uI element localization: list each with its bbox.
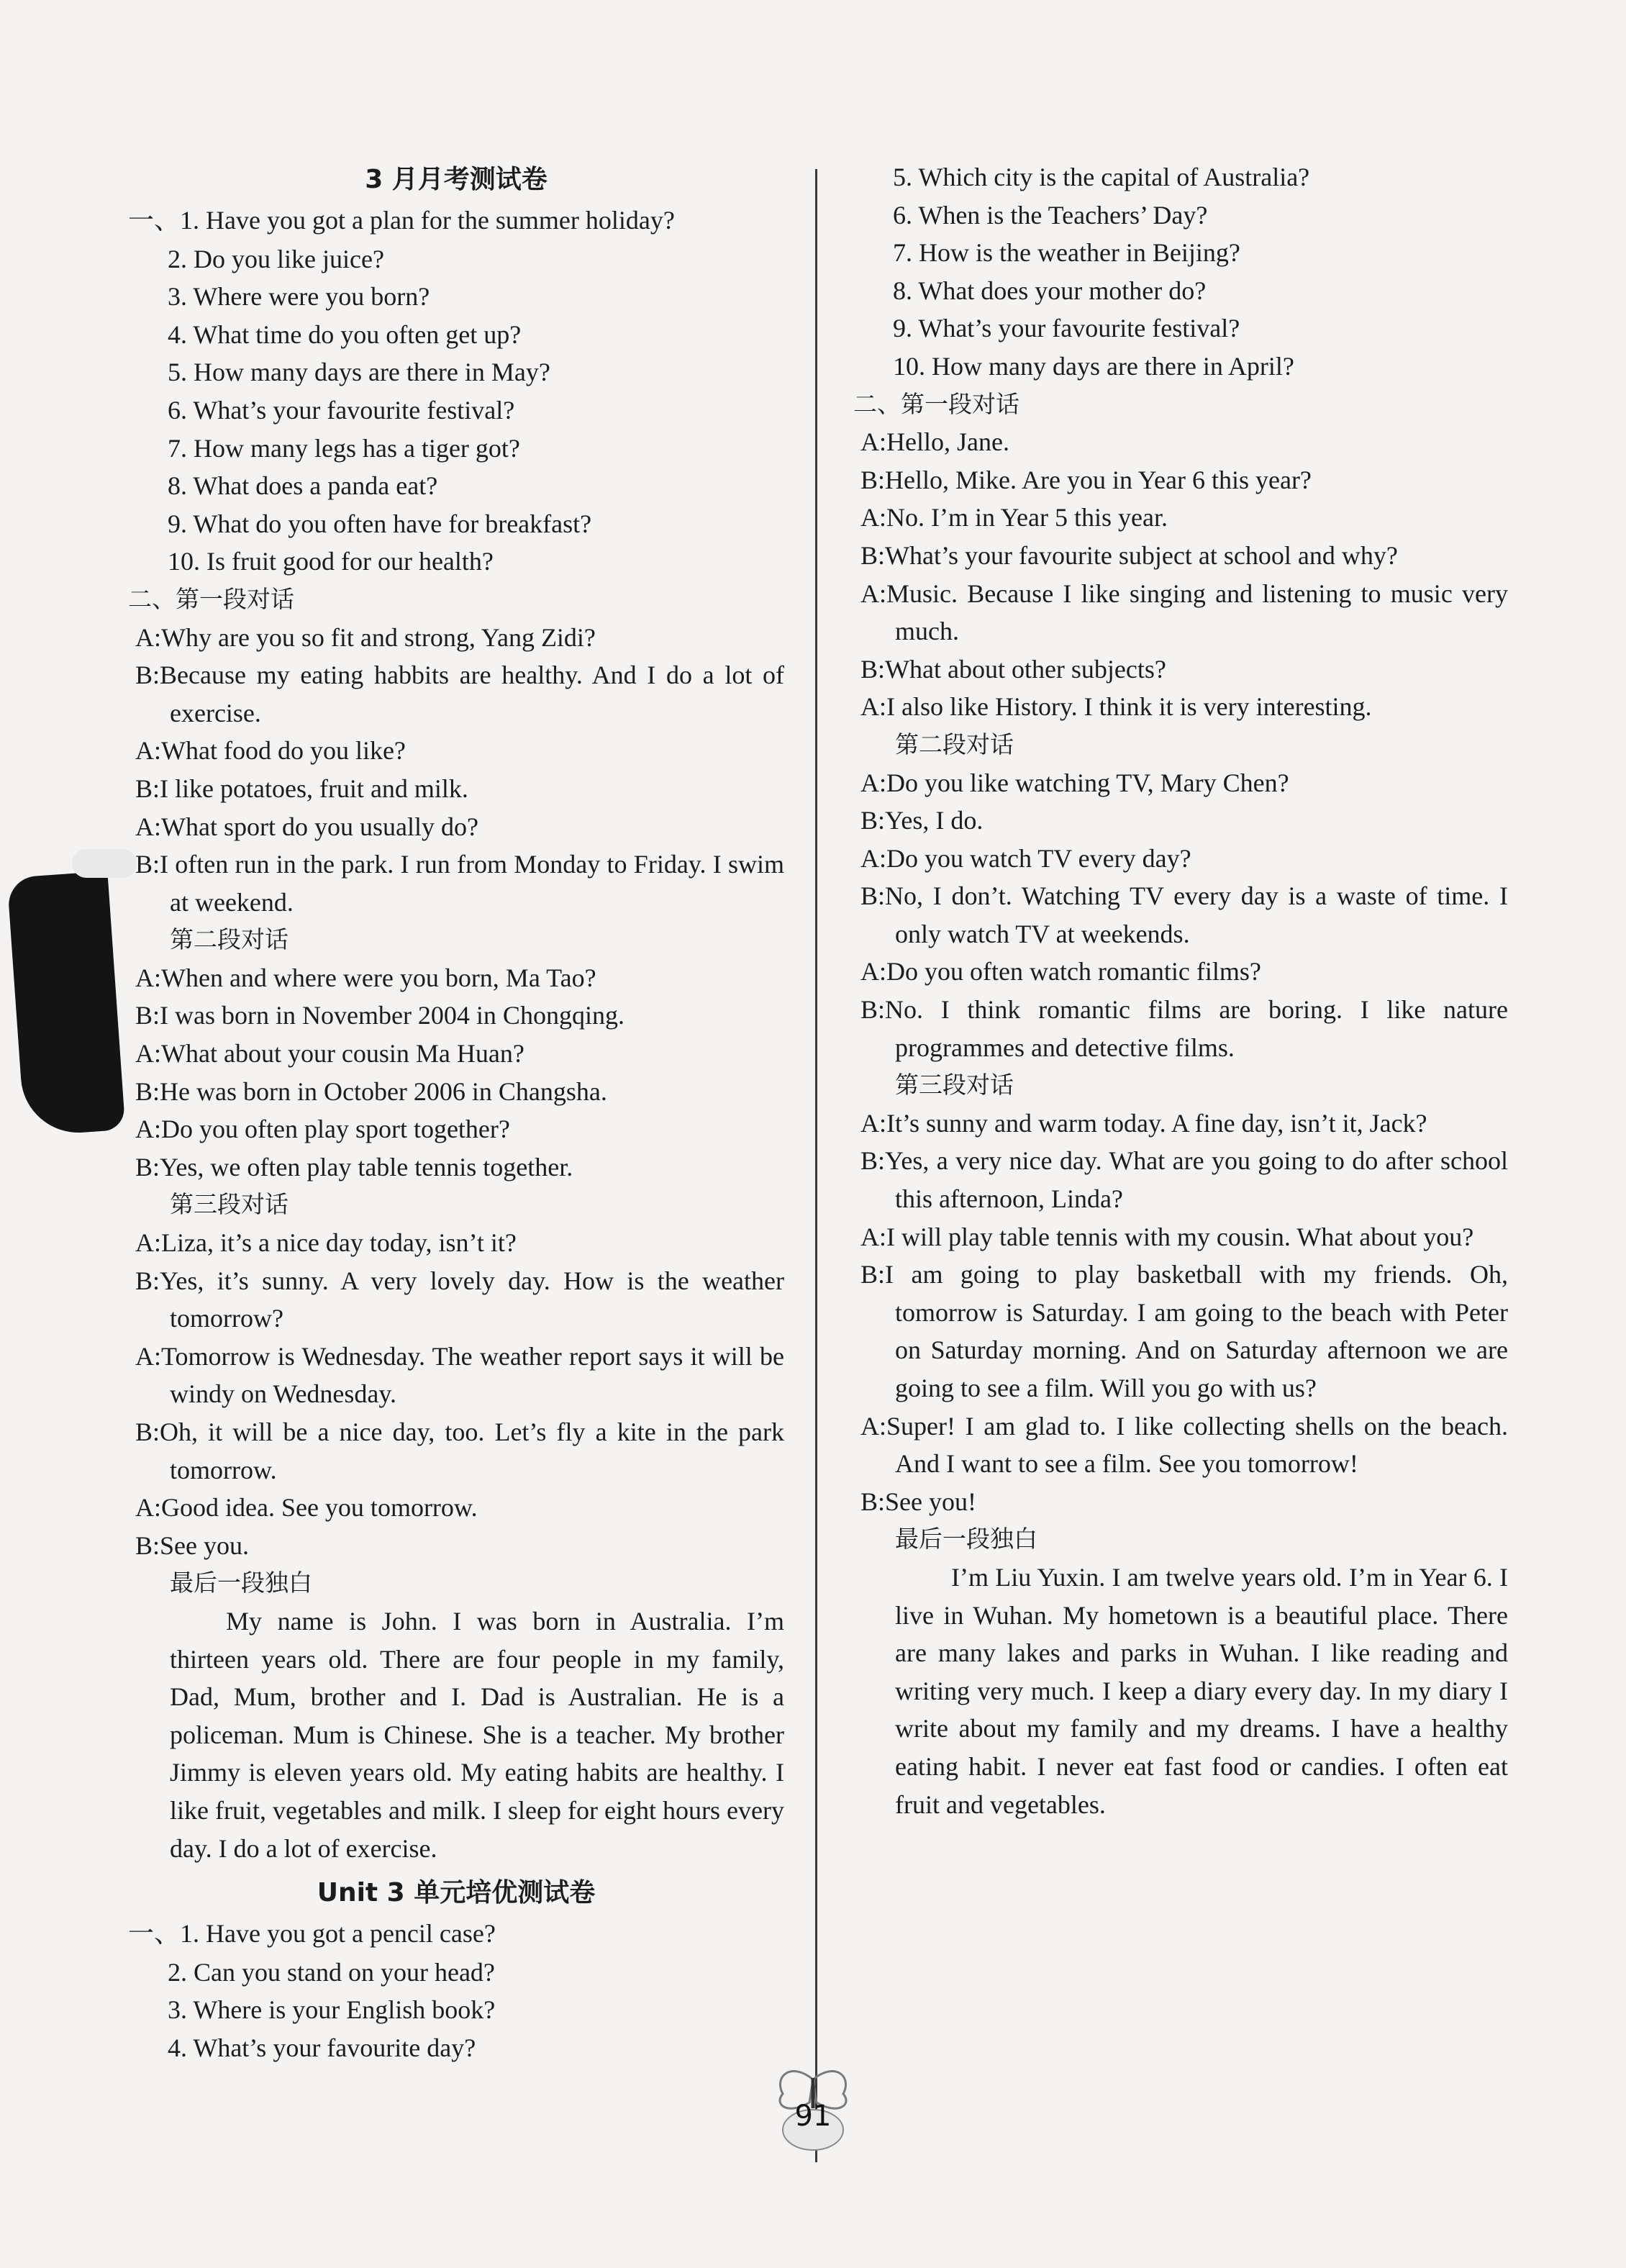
question-text: 4. What’s your favourite day? <box>168 2033 476 2062</box>
dialogue-line <box>853 575 1508 650</box>
dialogue-line <box>853 802 1508 840</box>
dialogue-line <box>853 688 1508 726</box>
question-text: 9. What do you often have for breakfast? <box>168 509 592 538</box>
speaker: B: <box>135 661 160 690</box>
speaker: A: <box>860 1411 886 1441</box>
dialogue-line <box>853 953 1508 991</box>
utterance: I am going to play basketball with my friends. Oh, tomorrow is Saturday. I am going to the beach with Peter on Saturday morning. And on Saturday afternoon we are going to see a film. Will you go with us? <box>885 1260 1508 1402</box>
dialogue-line <box>128 845 784 921</box>
speaker: A: <box>135 736 161 766</box>
speaker: B: <box>860 654 886 684</box>
question-text: 7. How many legs has a tiger got? <box>168 433 520 463</box>
question-text: 1. Have you got a plan for the summer holiday? <box>180 206 675 235</box>
speaker: A: <box>860 1222 886 1251</box>
speaker: B: <box>135 1418 160 1446</box>
dialogue-line <box>128 1073 784 1111</box>
utterance: Tomorrow is Wednesday. The weather report says it will be windy on Wednesday. <box>161 1341 784 1409</box>
utterance: Why are you so fit and strong, Yang Zidi? <box>161 622 596 652</box>
question-item <box>853 234 1508 272</box>
question-text: 2. Do you like juice? <box>168 244 384 273</box>
dialogue-line <box>128 1110 784 1148</box>
question-text: 6. What’s your favourite festival? <box>168 395 515 425</box>
utterance: What about your cousin Ma Huan? <box>161 1039 524 1069</box>
title-march-test: 3 月月考测试卷 <box>365 165 548 194</box>
dialogue-line <box>128 732 784 770</box>
right-section-2-header <box>853 386 1508 424</box>
question-item <box>128 467 784 505</box>
utterance: Yes, I do. <box>885 806 984 835</box>
dialogue-line <box>128 1035 784 1073</box>
utterance: I was born in November 2004 in Chongqing. <box>160 1001 624 1030</box>
dialogue-line <box>128 997 784 1035</box>
utterance: It’s sunny and warm today. A fine day, isn’t it, Jack? <box>886 1108 1427 1138</box>
question-text: 9. What’s your favourite festival? <box>893 314 1240 343</box>
dialogue-line <box>853 499 1508 537</box>
left-dialogue-2-title: 第二段对话 <box>170 925 289 954</box>
utterance: Yes, it’s sunny. A very lovely day. How is the weather tomorrow? <box>160 1266 784 1333</box>
speaker: A: <box>860 957 886 986</box>
title-unit3-test: Unit 3 单元培优测试卷 <box>317 1878 596 1908</box>
utterance: I also like History. I think it is very interesting. <box>886 692 1372 722</box>
section-label: 二、 <box>128 584 176 613</box>
question-item <box>128 1991 784 2029</box>
question-item <box>853 348 1508 386</box>
dialogue-line <box>853 423 1508 461</box>
speaker: B: <box>860 540 886 570</box>
section-label: 一、 <box>128 1919 181 1949</box>
left-dialogue-3-title: 第三段对话 <box>170 1190 289 1219</box>
utterance: I will play table tennis with my cousin. What about you? <box>886 1222 1474 1251</box>
question-item <box>128 391 784 430</box>
left-column <box>128 158 784 2067</box>
speaker: A: <box>860 692 886 722</box>
dialogue-line <box>128 656 784 732</box>
speaker: B: <box>135 1076 160 1106</box>
question-item <box>128 316 784 354</box>
dialogue-line <box>853 1407 1508 1483</box>
dialogue-line <box>853 537 1508 575</box>
speaker: A: <box>135 963 161 992</box>
column-divider <box>815 169 817 2162</box>
utterance: Good idea. See you tomorrow. <box>161 1493 478 1523</box>
question-text: 1. Have you got a pencil case? <box>180 1919 496 1949</box>
question-item <box>128 1954 784 1992</box>
question-item <box>128 353 784 391</box>
question-item <box>853 309 1508 348</box>
speaker: A: <box>860 579 886 608</box>
left-dialogue-2 <box>128 959 784 1187</box>
question-text: 8. What does a panda eat? <box>168 471 438 501</box>
speaker: A: <box>135 622 161 652</box>
utterance: I like potatoes, fruit and milk. <box>160 774 468 803</box>
question-text: 5. How many days are there in May? <box>168 358 550 387</box>
dialogue-line <box>128 1224 784 1262</box>
utterance: He was born in October 2006 in Changsha. <box>160 1076 607 1106</box>
question-item <box>128 278 784 316</box>
left-dialogue-1 <box>128 619 784 922</box>
scan-smudge <box>7 871 126 1137</box>
speaker: A: <box>135 1493 161 1523</box>
page-number: 91 <box>794 2100 832 2133</box>
dialogue-line <box>853 650 1508 689</box>
utterance: What’s your favourite subject at school and why? <box>885 540 1398 570</box>
speaker: A: <box>860 843 886 873</box>
question-item <box>128 1915 784 1954</box>
right-dialogue-3 <box>853 1104 1508 1521</box>
dialogue-1-title: 第一段对话 <box>901 389 1019 418</box>
question-text: 8. What does your mother do? <box>893 276 1207 305</box>
utterance: When and where were you born, Ma Tao? <box>161 963 596 992</box>
question-text: 3. Where were you born? <box>168 282 430 312</box>
right-column <box>853 158 1508 1823</box>
utterance: Do you watch TV every day? <box>886 843 1191 873</box>
section-label: 二、 <box>853 389 901 418</box>
utterance: See you. <box>160 1530 249 1560</box>
speaker: A: <box>135 1115 161 1144</box>
dialogue-line <box>853 764 1508 802</box>
dialogue-line <box>128 1489 784 1527</box>
question-text: 5. Which city is the capital of Australia? <box>893 163 1310 191</box>
right-dialogue-2 <box>853 764 1508 1067</box>
utterance: Music. Because I like singing and listening to music very much. <box>886 579 1508 646</box>
speaker: B: <box>135 1530 160 1560</box>
dialogue-1-title: 第一段对话 <box>176 584 294 613</box>
right-dialogue-2-title: 第二段对话 <box>895 730 1014 758</box>
utterance: What food do you like? <box>161 736 406 766</box>
dialogue-line <box>128 1527 784 1565</box>
speaker: B: <box>860 1487 886 1516</box>
dialogue-line <box>853 1483 1508 1521</box>
speaker: A: <box>135 1341 161 1371</box>
utterance: Do you often play sport together? <box>161 1115 510 1144</box>
dialogue-line <box>853 1218 1508 1256</box>
dialogue-line <box>853 1142 1508 1217</box>
question-text: 7. How is the weather in Beijing? <box>893 238 1240 268</box>
question-item <box>128 430 784 468</box>
utterance: What about other subjects? <box>885 654 1166 684</box>
speaker: B: <box>860 881 886 911</box>
speaker: B: <box>860 995 886 1025</box>
question-item <box>128 240 784 278</box>
dialogue-line <box>128 619 784 657</box>
utterance: Oh, it will be a nice day, too. Let’s fly a kite in the park tomorrow. <box>160 1418 784 1484</box>
question-item <box>128 201 784 240</box>
utterance: No, I don’t. Watching TV every day is a waste of time. I only watch TV at weekends. <box>885 881 1508 948</box>
utterance: No. I’m in Year 5 this year. <box>886 503 1168 532</box>
question-text: 4. What time do you often get up? <box>168 319 522 349</box>
question-text: 3. Where is your English book? <box>168 1995 496 2025</box>
left-section-2-header <box>128 581 784 619</box>
utterance: What sport do you usually do? <box>161 812 478 841</box>
speaker: B: <box>860 465 886 494</box>
utterance: Hello, Jane. <box>886 427 1009 457</box>
speaker: A: <box>135 1228 161 1258</box>
dialogue-line <box>853 877 1508 953</box>
scan-smudge-highlight <box>72 849 137 878</box>
dialogue-line <box>853 1104 1508 1143</box>
dialogue-line <box>128 1338 784 1413</box>
speaker: A: <box>860 427 886 457</box>
dialogue-line <box>853 840 1508 878</box>
utterance: Do you often watch romantic films? <box>886 957 1261 986</box>
question-item <box>128 543 784 581</box>
dialogue-line <box>128 1262 784 1338</box>
section-label: 一、 <box>128 206 181 235</box>
question-item <box>128 2029 784 2067</box>
speaker: A: <box>135 812 161 841</box>
dialogue-line <box>128 959 784 997</box>
speaker: B: <box>135 774 160 803</box>
speaker: A: <box>860 503 886 532</box>
utterance: Yes, we often play table tennis together. <box>160 1152 573 1181</box>
left-monologue-title: 最后一段独白 <box>170 1569 312 1597</box>
left-monologue: My name is John. I was born in Australia. I’m thirteen years old. There are four people in my family, Dad, Mum, brother and I. Dad is Australian. He is a policeman. Mum is Chinese. She is a teacher. My brother Jimmy is eleven years old. My eating habits are healthy. I like fruit, vegetables and milk. I sleep for eight hours every day. I do a lot of exercise. <box>170 1606 784 1863</box>
dialogue-line <box>128 808 784 846</box>
utterance: Super! I am glad to. I like collecting shells on the beach. And I want to see a film. See you tomorrow! <box>886 1411 1508 1479</box>
speaker: B: <box>135 1152 160 1181</box>
speaker: B: <box>860 806 886 835</box>
question-item <box>853 196 1508 235</box>
left-dialogue-3 <box>128 1224 784 1564</box>
question-text: 10. Is fruit good for our health? <box>168 547 494 576</box>
right-monologue: I’m Liu Yuxin. I am twelve years old. I’m in Year 6. I live in Wuhan. My hometown is a beautiful place. There are many lakes and parks in Wuhan. I like reading and writing very much. I keep a diary every day. In my diary I write about my family and my dreams. I have a healthy eating habit. I never eat fast food or candies. I often eat fruit and vegetables. <box>895 1562 1508 1819</box>
dialogue-line <box>853 1256 1508 1407</box>
dialogue-line <box>128 1148 784 1187</box>
utterance: See you! <box>885 1487 976 1516</box>
speaker: B: <box>135 850 160 879</box>
question-item <box>853 272 1508 310</box>
utterance: Because my eating habbits are healthy. And I do a lot of exercise. <box>160 661 784 727</box>
question-text: 2. Can you stand on your head? <box>168 1957 495 1987</box>
utterance: Liza, it’s a nice day today, isn’t it? <box>161 1228 517 1258</box>
right-dialogue-1 <box>853 423 1508 726</box>
speaker: A: <box>135 1039 161 1069</box>
utterance: Hello, Mike. Are you in Year 6 this year? <box>885 465 1312 494</box>
speaker: B: <box>135 1266 160 1295</box>
dialogue-line <box>853 991 1508 1066</box>
right-dialogue-3-title: 第三段对话 <box>895 1071 1014 1099</box>
dialogue-line <box>128 1413 784 1489</box>
utterance: No. I think romantic films are boring. I like nature programmes and detective films. <box>885 995 1508 1062</box>
speaker: A: <box>860 1108 886 1138</box>
speaker: B: <box>860 1146 886 1176</box>
right-monologue-title: 最后一段独白 <box>895 1525 1037 1553</box>
speaker: B: <box>860 1260 886 1289</box>
question-text: 6. When is the Teachers’ Day? <box>893 200 1208 230</box>
left-section-1 <box>128 201 784 581</box>
question-item <box>853 158 1508 196</box>
utterance: I often run in the park. I run from Monday to Friday. I swim at weekend. <box>160 850 784 917</box>
speaker: B: <box>135 1001 160 1030</box>
dialogue-line <box>128 770 784 808</box>
right-section-1 <box>853 158 1508 386</box>
left-section-3 <box>128 1915 784 2067</box>
question-text: 10. How many days are there in April? <box>893 351 1294 381</box>
utterance: Yes, a very nice day. What are you going to do after school this afternoon, Linda? <box>885 1146 1508 1214</box>
question-item <box>128 505 784 543</box>
speaker: A: <box>860 768 886 797</box>
utterance: Do you like watching TV, Mary Chen? <box>886 768 1289 797</box>
dialogue-line <box>853 461 1508 499</box>
